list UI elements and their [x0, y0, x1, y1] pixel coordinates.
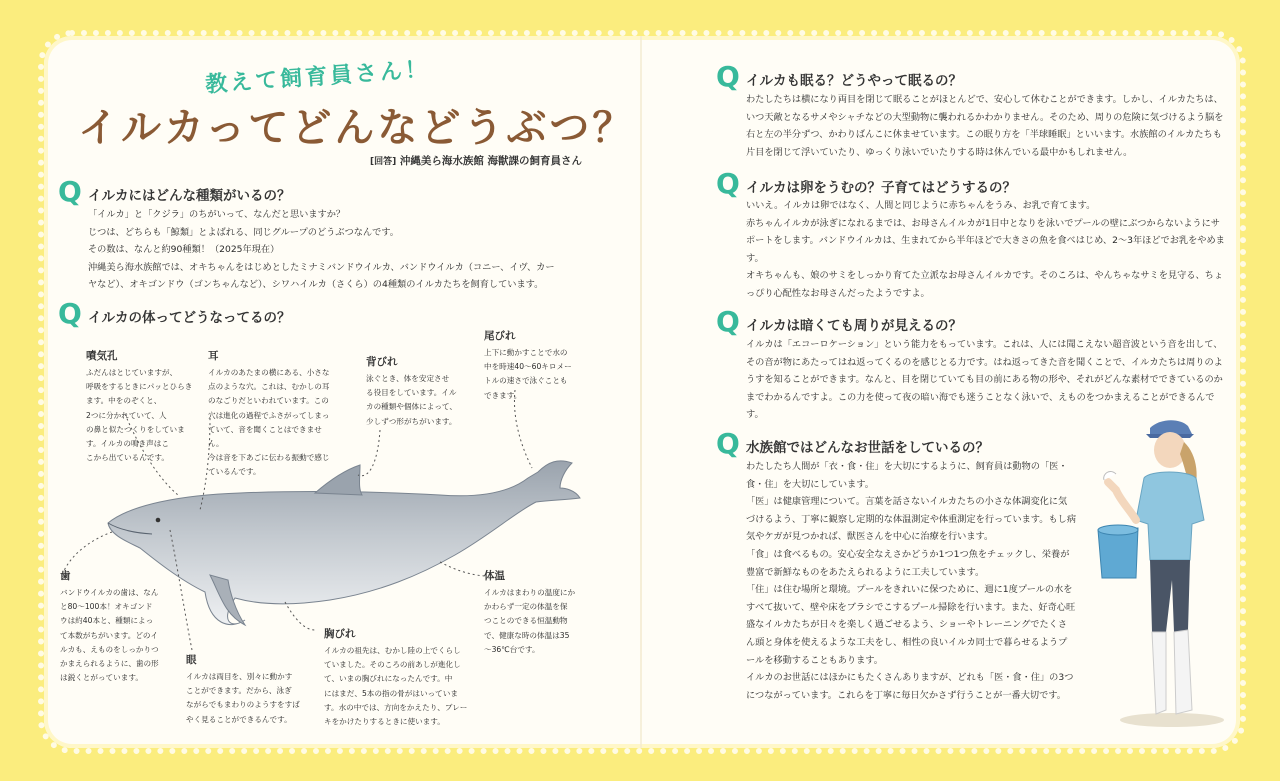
- callout-text: イルカは両目を、別々に動かす ことができます。だから、泳ぎ ながらでもまわりのようすをすば やく見ることができるんです。: [186, 672, 300, 724]
- callout-title: 尾びれ: [484, 330, 516, 342]
- question-title: 水族館ではどんなお世話をしているの？: [746, 440, 989, 456]
- callout-title: 歯: [60, 570, 71, 582]
- q-mark-icon: Q: [58, 175, 82, 208]
- page-gutter: [640, 36, 642, 748]
- callout-title: 噴気孔: [86, 350, 118, 362]
- callout-teeth: [60, 568, 172, 685]
- subtitle: 教えて飼育員さん！: [204, 57, 431, 98]
- callout-pectoral-fin: [324, 626, 474, 729]
- callout-eye: [186, 652, 311, 727]
- callout-title: 耳: [208, 350, 219, 362]
- q-mark-icon: Q: [716, 305, 740, 338]
- keeper-icon: [1098, 420, 1224, 727]
- answer-echolocation: イルカは「エコーロケーション」という能力をもっています。これは、人には聞こえない超音波という音を出して、その音が物にあたってはね返ってくるのを感じとる力です。はね返ってきた音を聞くことで、イルカたちは周りのようすを知ることができます。なんと、目を閉じていても目の前にある物の形や、それがどんな素材でできているのかまでわかるんですよ。この力を使って夜の暗い海でも迷うことなく泳いで、えものをつかまえることができるんです。: [746, 339, 1223, 421]
- question-title: イルカも眠る？どうやって眠るの？: [746, 73, 962, 89]
- q-mark-icon: Q: [58, 297, 82, 330]
- callout-body-temperature: [484, 568, 584, 657]
- credit-text: 沖縄美ら海水族館 海獣課の飼育員さん: [399, 155, 583, 167]
- callout-text: バンドウイルカの歯は、なん と80〜100本！オキゴンド ウは約40本と、種類によっ て本数がちがいます。どのイ ルカも、えものをしっかりつ かまえられるように、歯の形 は鋭くとがっています。: [60, 588, 159, 683]
- callout-tail-fin: [484, 328, 584, 403]
- question-title: イルカの体ってどうなってるの？: [88, 310, 291, 326]
- q-mark-icon: Q: [716, 427, 740, 460]
- callout-text: イルカはまわりの温度にか かわらず一定の体温を保 つことのできる恒温動物 で、健康な時の体温は35 〜36℃台です。: [484, 588, 576, 654]
- question-title: イルカは暗くても周りが見えるの？: [746, 318, 962, 334]
- answer-species: 「イルカ」と「クジラ」のちがいって、なんだと思いますか？ じつは、どちらも「鯨類」とよばれる、同じグループのどうぶつなんです。 その数は、なんと約90種類！（2025年現在） 沖縄美ら海水族館では、オキちゃんをはじめとしたミナミバンドウイルカ、バンドウイルカ（コニー、イヴ、カーヤなど）、オキゴンドウ（ゴンちゃんなど）、シワハイルカ（さくら）の4種類のイルカたちを飼育しています。: [88, 209, 555, 291]
- keeper-illustration: [1080, 410, 1230, 735]
- callout-blowhole: [86, 348, 196, 465]
- callout-ear: [208, 348, 333, 480]
- credit-tag: [回答]: [370, 157, 397, 167]
- callout-text: 上下に動かすことで水の 中を時速40〜60キロメー トルの速さで泳ぐことも できます。: [484, 348, 572, 400]
- answer-sleep: わたしたちは横になり両目を閉じて眠ることがほとんどで、安心して休むことができます。しかし、イルカたちは、いつ天敵となるサメやシャチなどの大型動物に襲われるかわかりません。そのため、周りの危険に気づけるよう脳を右と左の半分ずつ、かわりばんこに休ませています。この眠り方を「半球睡眠」といいます。水族館のイルカたちも片目を閉じて浮いていたり、ゆっくり泳いでいたりする時は休んでいる最中かもしれません。: [746, 94, 1224, 158]
- callout-title: 胸びれ: [324, 628, 356, 640]
- answer-babies: いいえ。イルカは卵ではなく、人間と同じように赤ちゃんをうみ、お乳で育てます。 赤ちゃんイルカが泳ぎになれるまでは、お母さんイルカが1日中となりを泳いでプールの壁にぶつからないようにサポートをします。バンドウイルカは、生まれてから半年ほどで大きさの魚を食べはじめ、2〜3年ほどでお乳をやめます。 オキちゃんも、娘のサミをしっかり育てた立派なお母さんイルカです。そのころは、やんちゃなサミを見守る、ちょっぴり心配性なお母さんだったようですよ。: [746, 200, 1225, 299]
- q-mark-icon: Q: [716, 60, 740, 93]
- q-mark-icon: Q: [716, 167, 740, 200]
- callout-text: イルカの祖先は、むかし陸の上でくらし ていました。そのころの前あしが進化し て、いまの胸びれになったんです。中 にはまだ、5本の指の骨がはいっていま す。水の中では、方向をかえたり、ブレー キをかけたりするときに使います。: [324, 646, 468, 727]
- credit: [370, 153, 582, 168]
- callout-dorsal-fin: [366, 354, 461, 429]
- answer-care: わたしたち人間が「衣・食・住」を大切にするように、飼育員は動物の「医・食・住」を大切にしています。 「医」は健康管理について。言葉を話さないイルカたちの小さな体調変化に気づけるよう、丁寧に観察し定期的な体温測定や体重測定を行っています。もし病気やケガが見つかれば、獣医さんを中心に治療を行います。 「食」は食べるもの。安心安全なえさかどうか1つ1つ魚をチェックし、栄養が豊富で新鮮なものをあたえられるように工夫しています。 「住」は住む場所と環境。プールをきれいに保つために、週に1度プールの水をすべて抜いて、壁や床をブラシでこするプール掃除を行います。また、好奇心旺盛なイルカたちが日々を楽しく過ごせるよう、ショーやトレーニングでたくさん頭と身体を使えるような工夫をし、相性の良いイルカ同士で暮らせるようプールを移動することもあります。 イルカのお世話にはほかにもたくさんありますが、どれも「医・食・住」の3つにつながっています。これらを丁寧に毎日欠かさず行うことが一番大切です。: [746, 461, 1077, 701]
- callout-text: ふだんはとじていますが、 呼吸をするときにパッとひらきます。中をのぞくと、 2つに分かれていて、人 の鼻と似たつくりをしています。イルカの鳴き声はこ こから出ているんです。: [86, 368, 193, 463]
- callout-text: イルカのあたまの横にある、小さな 点のような穴。これは、むかしの耳 のなごりだといわれています。この 穴は進化の過程でふさがってしまっ ていて、音を聞くことはできません。 今は音を下あごに伝わる振動で感じ ているんです。: [208, 368, 330, 477]
- callout-title: 体温: [484, 570, 505, 582]
- callout-title: 背びれ: [366, 356, 398, 368]
- question-title: イルカにはどんな種類がいるの？: [88, 188, 291, 204]
- callout-title: 眼: [186, 654, 197, 666]
- page-title: イルカってどんなどうぶつ？: [78, 105, 636, 151]
- question-title: イルカは卵をうむの？子育てはどうするの？: [746, 180, 1016, 196]
- callout-text: 泳ぐとき、体を安定させ る役目をしています。イル カの種類や個体によって、 少しずつ形がちがいます。: [366, 374, 457, 426]
